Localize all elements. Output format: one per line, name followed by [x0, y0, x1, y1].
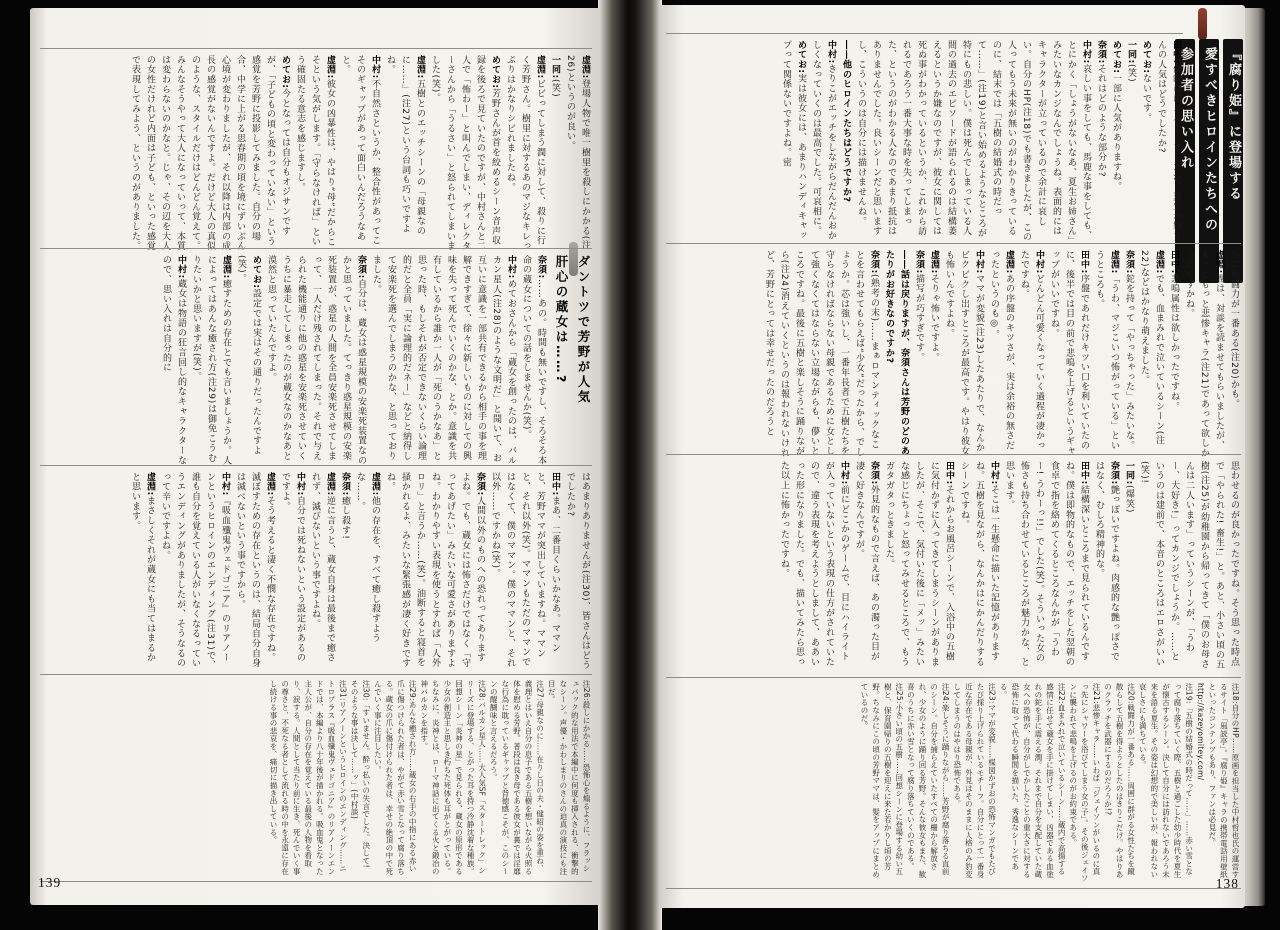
paragraph-text: 注20:戦闘力が一番ある……周囲に群がる女性たちを蹴散らして五樹を得ようとしたのはきりこだけ。やはりあのクラッチを武器にするのだろうか!? [1103, 683, 1136, 878]
dialogue-paragraph [1016, 250, 1046, 458]
paragraph-text: ……あの。時間も無いですし、そろそろ本命の蔵女についての話をしませんか(笑)。 [521, 255, 546, 466]
speaker-name: めてお: [1141, 40, 1151, 74]
paragraph-text: (笑) [550, 79, 560, 98]
dialogue-paragraph [188, 255, 233, 469]
dialogue-paragraph [851, 461, 881, 671]
dialogue-paragraph [808, 40, 838, 245]
dialogue-paragraph [1091, 461, 1121, 671]
speaker-name: めてお: [796, 40, 806, 74]
paragraph-text: 自分では死ねないという設定があるのですよ。 [280, 472, 305, 663]
paragraph-text: 蔵女は物語の狂言回し的なキャラクターなので、思い入れは自分的に [161, 255, 186, 466]
paragraph-text: 今となっては自分もオジサンですが、「子どもの頃と変わっていない」という感覚を芳野に投影してみました。自分の場合、中学に上がる思春期の頃を境にずいぶん心境が変わりましたが、それ以降は内部の成長の感覚がないんですよ。だけど大人の真似のような、スタイルだけはどんどん覚えて。みんなそうやって大人になっていって、本質は変わらないのかなと。じゃ、その辺を大人の女性だけれど内面は子ども、といった感覚で表現してみよう、というのがありました。 [130, 55, 290, 251]
text-paragraph [1226, 250, 1241, 458]
dialogue-paragraph [382, 55, 427, 251]
paragraph-text: 注25:小さい頃の五樹……回想シーンに登場する幼い五樹と、保育園帰りの五樹を迎えに来た若かりし頃の芳野。ちなみにこの頃の芳野ママは、髪をアップにまとめているのだ。 [860, 683, 904, 878]
paragraph-text: でも、血まみれで泣いているシーン(注22)などはかなり萌えました。 [1139, 250, 1164, 445]
paragraph-text: 注21:悲惨キャラ……いわば「ジェイソンがいるのに真っ先にシャワーを浴びてしまう女の子」。その後ジェイソンに襲われて悲鳴を上げるのがお約束である。 [1068, 683, 1101, 883]
speaker-name: 虚淵: [145, 472, 155, 496]
text-paragraph [1067, 683, 1102, 883]
text-paragraph [998, 683, 1068, 883]
paragraph-text: 注31:リアノーンというヒロインのエンディング……ニトロプラス『吸血殲鬼ヴェドゴニア』のリアノーンエンドでは、本編より八十年後が描かれる。吸血鬼となった主人公が、自分の存在を覚えている最後の人物を看取り、涙する。人間として当たり前に生き、死んでいく事の尊さと、不死なる者として流れる時の中を永遠に存在し続ける事の悲哀を、痛切に描き出している。 [268, 680, 348, 875]
speaker-name: 虚淵: [580, 55, 590, 79]
dialogue-paragraph [158, 255, 188, 469]
paragraph-text: 一部に人気がありますね。 [1111, 73, 1121, 192]
paragraph-text: 注26:殺しにかかる……恐怖心を煽るように、フラッシュバック的な用法で本編中に何度も挿入される、衝撃的なシーン。声優・かわしまりのさんの迫真の演技にも注目だ。 [547, 680, 591, 875]
speaker-name: 中村: [220, 472, 230, 496]
dialogue-paragraph [1153, 40, 1183, 245]
paragraph-text: 悲鳴属性は欲しかったですね。 [1169, 274, 1179, 412]
paragraph-text: 愛すべきヒロインたちへの [1202, 47, 1217, 233]
dialogue-paragraph [127, 55, 292, 251]
paragraph-text: 艶っぽいですよね。肉感的な艶っぽさではなく、むしろ精神的な。 [1094, 461, 1119, 662]
paragraph-text: 外見的なもので言えば、あの濁った目が凄く好きなんですが。 [854, 461, 879, 662]
dialogue-paragraph [911, 250, 926, 458]
dialogue-paragraph [776, 461, 851, 671]
text-paragraph [418, 680, 488, 876]
dialogue-paragraph [562, 55, 592, 251]
speaker-name: 奈須: [869, 461, 879, 485]
speaker-name: 虚淵: [370, 472, 380, 496]
paragraph-text: 注22:血まみれで泣いているシーン……蔵内で高揚する感情に任せて蔵女を手に掛けてしまい、凶器である血塗れの鉈を手に震える潤。それまで自分を支配していた蔵女への恐怖が、自分がしでかしたことの重大さに対する恐怖に取って代わる瞬間を描いた、秀逸なシーンである。 [999, 683, 1067, 878]
paragraph-text: 癒すための存在とでも言いましょうか。人によってはあんな癒され方(注29)は御免こうむりたいかと思いますが(笑)。 [191, 255, 231, 466]
paragraph-text: それはどのような部分か? [1096, 64, 1106, 178]
interviewer-question [881, 250, 911, 458]
bookmark-marker-icon [1198, 8, 1207, 40]
speaker-name: 虚淵: [1154, 250, 1164, 274]
speaker-name: 田中: [1169, 250, 1179, 274]
paragraph-text: ダントツで芳野が人気 [576, 255, 591, 405]
dialogue-paragraph [337, 55, 382, 251]
speaker-name: 一同: [1124, 461, 1134, 485]
text-paragraph [858, 683, 904, 883]
interview-band-2-text [158, 255, 548, 469]
paragraph-text: 描写が巧すぎです。 [914, 274, 924, 363]
paragraph-text: 五樹とのエッチシーンの「母親なのに……」(注27)という台詞も巧いですよね。 [385, 55, 425, 236]
speaker-name: 虚淵: [1214, 250, 1224, 274]
speaker-name: 中村: [506, 255, 516, 279]
dialogue-paragraph [352, 472, 382, 672]
dialogue-paragraph [941, 250, 986, 458]
text-paragraph [1195, 683, 1241, 883]
dialogue-paragraph [986, 250, 1016, 458]
paragraph-text: かに戦闘力が一番ある(注20)かも。 [1229, 250, 1239, 409]
text-paragraph [905, 683, 951, 883]
dialogue-paragraph [487, 472, 562, 672]
paragraph-text: 注27:母親なのに……在りし日の夫・健昭の姿を重ね、義理とはいえ自分の息子である五樹を想いながら火照る体を慰める芳野。普段は良き母である彼女が裏では淫靡な行為に耽っているギャップと背徳感こそが、このシーンの醍醐味と言えるだろう。 [489, 680, 545, 875]
speaker-name: 奈須: [1124, 250, 1134, 274]
interviewer-question [838, 40, 853, 245]
dialogue-paragraph [1166, 250, 1181, 458]
page-139 [30, 8, 600, 905]
paragraph-text: どんどん可愛くなっていく過程が凄かったですね。 [1019, 250, 1044, 451]
paragraph-text: (笑) [1126, 64, 1136, 83]
dialogue-paragraph [427, 55, 502, 251]
paragraph-text: 哀しい事をしても、馬鹿な事をしても、とにかく「しょうがないなあ、夏生お姉さん」みたいなカンジなんでしょうね。表面的にはキャラクターが立っているので余計に哀しい。自分のHP(注18)でも書きましたが、この人ってもう未来が無いのがわかりきっているのに、結末では「五樹の結婚式の時だって……」(注19)と言い始めるようなところが特にもの悲しい。僕は死んでしまっている人間の過去のエピソードが語られるのは結構萎えるというか嫌なのですが、彼女に関しては死ぬ事がわかっているというか、これから訪れるであろう一番大事な時を失ってしまった、というのがわかる人なのであまり抵抗はありませんでした。良いシーンだと思いますし、こういうのは自分には描けませんね。 [856, 40, 1091, 243]
paragraph-text: 『吸血殲鬼ヴェドゴニア』のリアノーンというヒロインのエンディング(注31)で、誰も自分を覚えている人がいなくなるっていうエンディングがありましたが、そうなるのって辛いですよね。 [160, 472, 230, 671]
dialogue-paragraph [233, 255, 263, 469]
page-number-left: 139 [38, 875, 62, 890]
speaker-name: 虚淵: [1109, 250, 1119, 274]
speaker-name: 奈須: [1096, 40, 1106, 64]
paragraph-text: 不自然さというか、整合性があってこそのギャップがあって面白いんだろうなあと。 [340, 55, 380, 246]
paragraph-text: まさしくそれが蔵女にも当てはまるかと思います。 [130, 472, 155, 663]
paragraph-text: はあまりありませんが(注30)、皆さんはどうでしたか? [565, 472, 590, 671]
dialogue-paragraph [518, 255, 548, 469]
page-stack-edge [1243, 8, 1265, 906]
dialogue-paragraph [1093, 40, 1108, 245]
paragraph-text: ――話は戻りますが、奈須さんは芳野のどのあたりがお好きなのですか? [884, 250, 909, 456]
dialogue-paragraph [881, 461, 956, 671]
speaker-name: 中村: [370, 55, 380, 79]
speaker-name: 虚淵: [325, 55, 335, 79]
dialogue-paragraph [1108, 40, 1123, 245]
speaker-name: めてお: [1111, 40, 1121, 74]
speaker-name: 中村: [839, 461, 849, 485]
paragraph-text: (爆笑) [1124, 485, 1134, 514]
dialogue-paragraph [502, 55, 547, 251]
paragraph-text: ママが変貌(注23)したあたりで、なんかビクビクし出すところが最高です。やはり彼女も怖いんですよね。 [944, 250, 984, 456]
paragraph-text: 逆に言うと、蔵女自身は最後まで癒されず、滅びないという事ですよね。 [310, 472, 335, 663]
text-paragraph [951, 683, 997, 883]
paragraph-text: 注18:自分のHP……原画を担当した中村哲也氏の運営するサイト「風読亭」。『腐り姫』キャラの携帯電話用壁紙といったコンテンツもあり、ファンは必見だ。http://kazeyomitey.com/ [1196, 683, 1240, 879]
dialogue-paragraph [1136, 250, 1166, 458]
dialogue-paragraph [778, 40, 808, 245]
paragraph-text: 彼女の凶暴性は、やはり“母”だからこそという気がします。「守らなければ」という確固たる意志を感じますし。 [295, 55, 335, 247]
speaker-name: 虚淵: [1004, 250, 1014, 274]
text-paragraph [1137, 683, 1195, 883]
paragraph-text: 前にどこかのゲームで、目にハイライトが入っていないという表現の仕方がされていたので、違う表現を考えようとしまして、ああいった形になりました。でも、描いてみたら思った以上に怖かったですね。 [779, 461, 849, 667]
speaker-name: 奈須: [536, 255, 546, 279]
speaker-name: 奈須: [1109, 461, 1119, 485]
interview-band-1-left [40, 48, 592, 251]
paragraph-text: ビビってしまう潤に対して、殺りに行く芳野さん。樹里に対するあのマジなキレっぷりはかなりシビれましたね。 [505, 55, 545, 251]
dialogue-paragraph [1001, 461, 1091, 671]
paragraph-text: 注28:バルカン星人……大人気SF「スタートレック」シリーズに登場する、とがった耳を持つ冷静沈着な種族。回想シーン「炎神の星」で見られる、蔵女の原形である少女の創造主と思しき朽ちた死体も耳がとがっている。ちなみに、炎神とは、ローマ神話に出てくる火と鍛冶の神バルカンを指す。 [419, 680, 487, 875]
paragraph-text: そこは一生懸命に描いた記憶がありますね。五樹を見ながら、なんかはにかんだりするシーンですね。 [959, 461, 999, 667]
paragraph-text: 注19:「五樹の結婚式の時だって……」……赤い雪となって腐り落ちていく際、五樹と過ごした幼少時代を夏生が懐古するシーン。決して自分には訪れないであろう未来を語る夏生。その姿は幻想的で美しいが、報われない哀しさにも満ちている。 [1138, 683, 1194, 878]
section-heading [548, 255, 592, 405]
paragraph-text: 序盤であれだけキツい口を利いていたのに、後半では目の前で悲鳴を上げるというギャップがいいですね。 [1049, 250, 1089, 456]
speaker-name: 中村: [1081, 40, 1091, 64]
dialogue-paragraph [157, 472, 232, 672]
paragraph-text: 設定では実はその通りだったんですよ(笑)。 [236, 255, 261, 456]
paragraph-text: 結構深いところまで見られているんですね。僕は即物的なもので、エッチをした翌朝の食卓で指を絡めてくるところなんかが「うわー! うわーっ!!」でした(笑)。そういった女の怖さも持ち合わせているところが魅力かな、と思います。 [1004, 461, 1089, 667]
speaker-name: 中村: [989, 461, 999, 485]
dialogue-paragraph [547, 55, 562, 251]
paragraph-text: まあ、二番目くらいかなあ。ママンと、芳野ママが突出していますね。ママンと、それ以外(笑)。ママンもただのママンではなくて、僕のママン。僕のママンと、それ以外……ですかね(笑)。 [490, 472, 560, 668]
speaker-name: 田中: [1079, 461, 1089, 485]
paragraph-text: 注30:「すいません。酔っ払いの失言でした。決して! そのような事は決して……ッ」(中村談) [350, 680, 371, 868]
text-paragraph [488, 680, 546, 876]
dialogue-paragraph [292, 55, 337, 251]
text-paragraph [267, 680, 348, 876]
text-paragraph [1102, 683, 1137, 883]
paragraph-text: 実は彼女には、あまりハンディキャップって関係ないですよね。密 [781, 40, 806, 241]
speaker-name: 虚淵: [221, 255, 231, 279]
dialogue-paragraph [1181, 250, 1226, 458]
dialogue-paragraph [1123, 40, 1138, 245]
speaker-name: 中村: [974, 250, 984, 274]
speaker-name: 虚淵: [535, 55, 545, 79]
text-paragraph [349, 680, 372, 876]
paragraph-text: 注29:あんな癒され方……蔵女の右手の中指にある赤い爪に傷つけられた者は、やがて赤い雪となって腐り落ちる。蔵女の爪に傷付けられた者は、幸せの絶頂の中で死んでいく事に注目したい。 [373, 680, 418, 875]
speaker-name: 一同: [1126, 40, 1136, 64]
dialogue-paragraph [277, 472, 307, 672]
paragraph-text: それからお風呂シーンで、入浴中の五樹に気付かずに入ってきてしまうシーンがありましたが、そこで、気付いた後に「メッ」みたいな感じにちょっと怒ってみせるところで、もうガタガタっときました。 [884, 461, 954, 667]
speaker-name: 田中: [550, 472, 560, 496]
paragraph-text: 潤は、対談を読ませてもらいましたが、もっともっと悲惨キャラ(注21)であって欲しかったですかね。 [1184, 250, 1224, 458]
paragraph-text: 『腐り姫』に登場する [1226, 47, 1241, 202]
text-paragraph [372, 680, 418, 876]
paragraph-text: 癒し殺す! [340, 496, 350, 540]
speaker-name: 虚淵: [415, 55, 425, 79]
speaker-name: 虚淵: [325, 472, 335, 496]
interview-band-3-right [666, 454, 1241, 671]
paragraph-text: 参加者の思い入れ [1178, 47, 1193, 171]
dialogue-paragraph [368, 255, 518, 469]
dialogue-paragraph [1121, 461, 1136, 671]
page-number-right: 138 [1215, 876, 1239, 891]
dialogue-paragraph [307, 472, 337, 672]
paragraph-text: 登場人物で唯一樹里を殺しにかかる(注26)というのが良い。 [565, 55, 590, 250]
paragraph-text: 僕的にはスルーしましたが、夏生お姉さんの人気はどうでしたか? [1156, 40, 1181, 241]
paragraph-text: ――他のヒロインたちはどうですか? [841, 40, 851, 203]
dialogue-paragraph [1138, 40, 1153, 245]
interview-band-1-right [666, 33, 1183, 245]
text-paragraph [562, 472, 592, 672]
speaker-name: 中村: [295, 472, 305, 496]
dialogue-paragraph [853, 40, 1093, 245]
speaker-name: 奈須: [914, 250, 924, 274]
speaker-name: 田中: [944, 461, 954, 485]
speaker-name: 一同: [550, 55, 560, 79]
paragraph-text: 思わせるのが良かったですね。そう思った時点で「やられた! 畜生!」と。あと、小さい頃の五樹(注25)が幼稚園から帰ってきて「僕のお母さんは二人います」っていうシーンが、「うわー、大好き!」ってカンジでしょうか。……というのは建前で、本音のところはエロさがいい(笑)! [1139, 461, 1239, 670]
text-paragraph [553, 255, 570, 405]
text-paragraph [575, 255, 592, 405]
paragraph-text: そう考えると凄く不憫な存在ですね。滅ぼすための存在というのは、結局自分自身は滅べないという事ですから。 [235, 472, 275, 668]
paragraph-text: 肝心の蔵女は……? [554, 255, 569, 385]
speaker-name: 奈須: [475, 472, 485, 496]
footnotes-left [40, 674, 592, 882]
paragraph-text: 自分は、蔵女は惑星規模の安楽死装置なのかと思っていました。てっきり惑星規模の安楽死装置が、惑星の人間を全員安楽死させてしまって、一人だけ残されてしまった。それで与えられた機能通りに他の惑星を安楽死させていくうちに暴走してしまったのが蔵女なのかなあと漠然と思っていたんですよ。 [266, 255, 366, 466]
speaker-name: 中村: [1034, 250, 1044, 274]
dialogue-paragraph [337, 472, 352, 672]
paragraph-text: 鉈を持って「やっちゃった」みたいな。 [1124, 274, 1134, 451]
footnotes-right [666, 677, 1241, 889]
interview-band-2-right [666, 243, 1241, 458]
dialogue-paragraph [1046, 250, 1091, 458]
paragraph-text: ないです。 [1141, 73, 1151, 123]
speaker-name: 奈須: [340, 472, 350, 496]
speaker-name: 中村: [176, 255, 186, 279]
speaker-name: めてお: [280, 55, 290, 89]
dialogue-paragraph [263, 255, 368, 469]
paragraph-text: (熟考の末)……まぁロマンティックなことを言わせてもらえば“少女”だったから、でしょうか。芯は強いし、一番年長者で五樹たちを守らなければならない母親であるために女として強くなくてはならない立場ながらも、儚いところですね。最後に五樹と楽しそうに踊りながら(注24)消えていくというのは報われないけれど、芳野にとっては幸せだったのだろうと [764, 250, 879, 458]
text-paragraph [546, 680, 592, 876]
paragraph-text: めておさんから「蔵女を創ったのは、バルカン星人(注28)のような文明だ」と聞いて、お互いに意識を一部共有できるから相手の事を理解できすぎて、徐々に新しいものに対しての興味を失って死んでいくのかな、とか。意識を共有しているから誰か一人が「死のうかなあ」と思った時、もしそれが否定できないくらい論理的だと全員「実に論理的だネー」などと納得して安楽死を選んでしまうのかな、と思っておりました。 [371, 255, 516, 466]
book-spine [598, 0, 662, 930]
dialogue-paragraph [382, 472, 487, 672]
dialogue-paragraph [127, 472, 157, 672]
paragraph-text: 注23:ママが変貌……楳図かずおの恐怖マンガでもたびたび採り上げられているモチーフ。自分にとって一番身近な存在である母親が、外見はそのままに人格のみ豹変してしまうのはやはり恐怖である。 [952, 683, 997, 878]
dialogue-paragraph [956, 461, 1001, 671]
dialogue-paragraph [761, 250, 881, 458]
paragraph-text: 芳野さんが首を絞めるシーン音声収録を後ろで見ていたのですが、中村さんと二人で「怖わー」と叫んでしまい、ディレクターさんから「うるさい」と怒られてしまいました(笑)。 [430, 55, 500, 251]
speaker-name: めてお: [251, 255, 261, 289]
speaker-name: 中村: [826, 40, 836, 64]
paragraph-text: 他の存在を、すべて癒し殺すような……。 [355, 472, 380, 643]
paragraph-text: 人間以外のものへの恐れってありますよね。でも、蔵女には怖さだけではなく「守ってあげたい」みたいな可愛さがありますよね。わかりやすい表現を使うとすれば「人外ロリ」と言うか……(笑)。油断すると寝首を掻かれるよ、みたいな緊張感が凄く好きですね。 [385, 472, 485, 668]
speaker-name: 虚淵: [265, 472, 275, 496]
speaker-name: 奈須: [869, 250, 879, 274]
paragraph-text: きりこがエッチをしながらだんだんおかしくなっていくのは最高でした。可哀相に。 [811, 40, 836, 241]
dialogue-paragraph [1091, 250, 1121, 458]
paragraph-text: 「うわ、マジこいつ怖がっている」というところも。 [1094, 250, 1119, 451]
paragraph-text: そりゃ怖いですよ。 [929, 274, 939, 363]
speaker-name: 奈須: [356, 255, 366, 279]
paragraph-text: 注24:楽しそうに踊りながら……芳野が腐り落ちる直前のシーン。自分を捕らえていたすべての柵から解放され、少女のように踊り回る芳野。そんな彼女もまた、歓喜のうちに赤い雪となって腐り落ちていくのである。 [906, 683, 951, 878]
interview-band-3-left [40, 465, 592, 672]
speaker-name: 田中: [1171, 40, 1181, 64]
dialogue-paragraph [232, 472, 277, 672]
paragraph-text: あの序盤のキツさが、実は余裕の無さだったというのも◎。 [989, 250, 1014, 451]
text-paragraph [1136, 461, 1241, 671]
speaker-name: 虚淵: [929, 250, 939, 274]
speaker-name: めてお: [490, 55, 500, 89]
dialogue-paragraph [1121, 250, 1136, 458]
interview-band-2-left [40, 248, 592, 469]
page-138 [660, 5, 1245, 908]
speaker-name: 田中: [1079, 250, 1089, 274]
dialogue-paragraph [926, 250, 941, 458]
